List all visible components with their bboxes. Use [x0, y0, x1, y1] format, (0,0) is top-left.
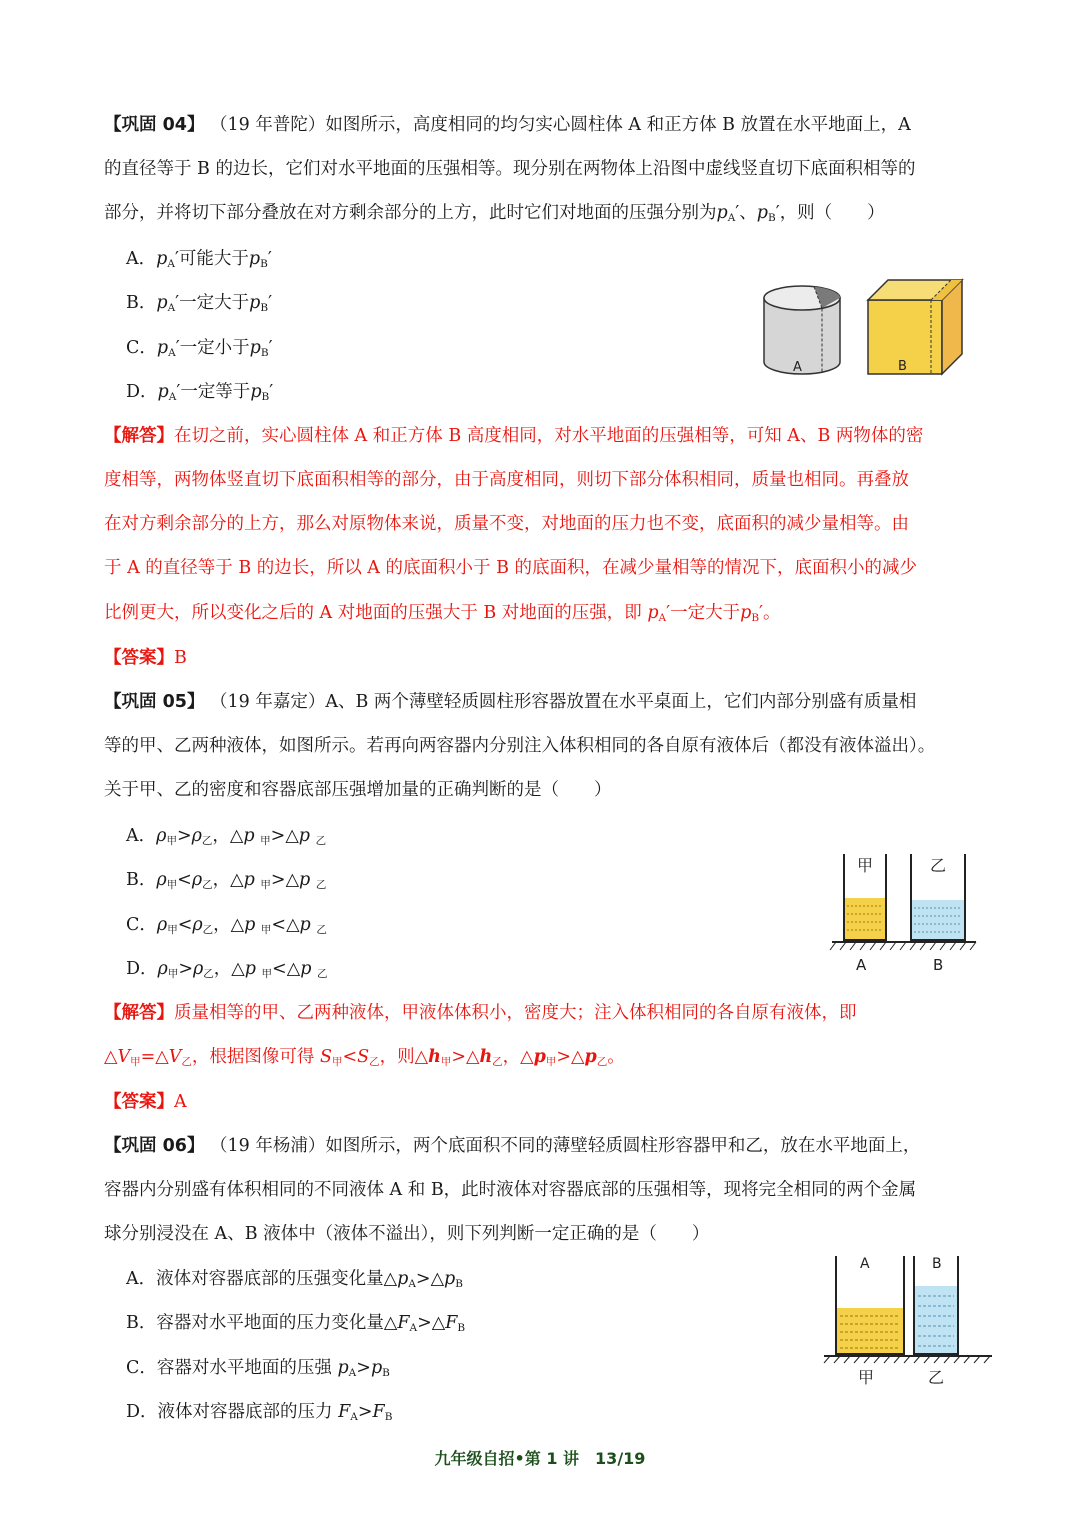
- q04-option-d[interactable]: D．$p_A'$一定等于$p_B'$: [126, 382, 274, 403]
- q04-option-b[interactable]: B．$p_A'$一定大于$p_B'$: [126, 293, 273, 314]
- q04-figure-label-a: A: [793, 360, 802, 375]
- q06-option-c[interactable]: C．容器对水平地面的压强 $p_A>p_B$: [126, 1358, 390, 1379]
- q04-option-a[interactable]: A．$p_A'$可能大于$p_B'$: [126, 249, 272, 270]
- q06-figure-label-b: B: [932, 1256, 942, 1272]
- q04-figure: [756, 276, 972, 380]
- q05-option-a[interactable]: A．$\rho_甲>\rho_乙$，△p $_甲$>△p $_乙$: [126, 826, 327, 847]
- q05-line-1: 【巩固 05】 （19 年嘉定）A、B 两个薄壁轻质圆柱形容器放置在水平桌面上，它们内部分别盛有质量相: [104, 692, 917, 712]
- q06-figure: [822, 1252, 994, 1390]
- page-footer: 九年级自招•第 1 讲 13/19: [434, 1449, 646, 1468]
- q04-figure-label-b: B: [898, 359, 907, 374]
- q06-figure-label-a: A: [860, 1256, 870, 1272]
- q05-figure: [828, 848, 980, 976]
- q04-tag: 【巩固 04】: [104, 115, 205, 135]
- q05-figure-label-b: B: [933, 956, 944, 974]
- q04-line-3: 部分，并将切下部分叠放在对方剩余部分的上方，此时它们对地面的压强分别为$p_A'$、$p_B'$，则（ ）: [104, 203, 885, 224]
- q05-answer: 【答案】A: [104, 1092, 187, 1112]
- q06-line-1: 【巩固 06】 （19 年杨浦）如图所示，两个底面积不同的薄壁轻质圆柱形容器甲和乙，放在水平地面上，: [104, 1136, 921, 1156]
- q05-figure-label-yi: 乙: [930, 856, 947, 875]
- q06-line-3: 球分别浸没在 A、B 液体中（液体不溢出），则下列判断一定正确的是（ ）: [104, 1224, 710, 1244]
- q04-line-1: 【巩固 04】 （19 年普陀）如图所示，高度相同的均匀实心圆柱体 A 和正方体 B 放置在水平地面上，A: [104, 115, 911, 135]
- q05-option-c[interactable]: C．$\rho_甲<\rho_乙$，△p $_甲$<△p $_乙$: [126, 915, 327, 936]
- q05-option-d[interactable]: D．$\rho_甲>\rho_乙$，△p $_甲$<△p $_乙$: [126, 959, 328, 980]
- q05-option-b[interactable]: B．$\rho_甲<\rho_乙$，△p $_甲$>△p $_乙$: [126, 870, 327, 891]
- q04-option-c[interactable]: C．$p_A'$一定小于$p_B'$: [126, 338, 273, 359]
- q06-figure-label-yi: 乙: [928, 1368, 945, 1387]
- q05-solution-line-2: $\triangle V_甲=\triangle V_乙$，根据图像可得 $S_甲<S_乙$，则$\triangle h_甲>\triangle h_乙$，$\triangle p_甲>\triangle p_乙$。: [104, 1047, 625, 1068]
- q04-line-2: 的直径等于 B 的边长，它们对水平地面的压强相等。现分别在两物体上沿图中虚线竖直切下底面积相等的: [104, 159, 916, 179]
- q04-solution-line-1: 【解答】在切之前，实心圆柱体 A 和正方体 B 高度相同，对水平地面的压强相等，可知 A、B 两物体的密: [104, 426, 924, 446]
- q05-line-2: 等的甲、乙两种液体，如图所示。若再向两容器内分别注入体积相同的各自原有液体后（都没有液体溢出）。: [104, 736, 936, 756]
- q05-solution-line-1: 【解答】质量相等的甲、乙两种液体，甲液体体积小，密度大；注入体积相同的各自原有液体，即: [104, 1003, 857, 1023]
- q06-option-b[interactable]: B．容器对水平地面的压力变化量$\triangle F_A>\triangle F_B$: [126, 1313, 466, 1334]
- q06-tag: 【巩固 06】: [104, 1136, 205, 1156]
- q05-figure-label-a: A: [856, 956, 867, 974]
- q05-tag: 【巩固 05】: [104, 692, 205, 712]
- q05-figure-label-jia: 甲: [857, 856, 874, 875]
- q04-answer: 【答案】B: [104, 648, 187, 668]
- q06-option-d[interactable]: D．液体对容器底部的压力 $F_A>F_B$: [126, 1402, 393, 1423]
- q04-solution-line-2: 度相等，两物体竖直切下底面积相等的部分，由于高度相同，则切下部分体积相同，质量也相同。再叠放: [104, 470, 909, 490]
- q05-line-3: 关于甲、乙的密度和容器底部压强增加量的正确判断的是（ ）: [104, 780, 612, 800]
- q06-line-2: 容器内分别盛有体积相同的不同液体 A 和 B，此时液体对容器底部的压强相等，现将完全相同的两个金属: [104, 1180, 917, 1200]
- q04-solution-line-4: 于 A 的直径等于 B 的边长，所以 A 的底面积小于 B 的底面积，在减少量相等的情况下，底面积小的减少: [104, 558, 917, 578]
- q04-solution-line-5: 比例更大，所以变化之后的 A 对地面的压强大于 B 对地面的压强，即 $p_A'$一定大于$p_B'$。: [104, 603, 781, 624]
- q06-figure-label-jia: 甲: [858, 1368, 875, 1387]
- q06-option-a[interactable]: A．液体对容器底部的压强变化量$\triangle p_A>\triangle p_B$: [126, 1269, 463, 1290]
- q04-solution-line-3: 在对方剩余部分的上方，那么对原物体来说，质量不变，对地面的压力也不变，底面积的减少量相等。由: [104, 514, 909, 534]
